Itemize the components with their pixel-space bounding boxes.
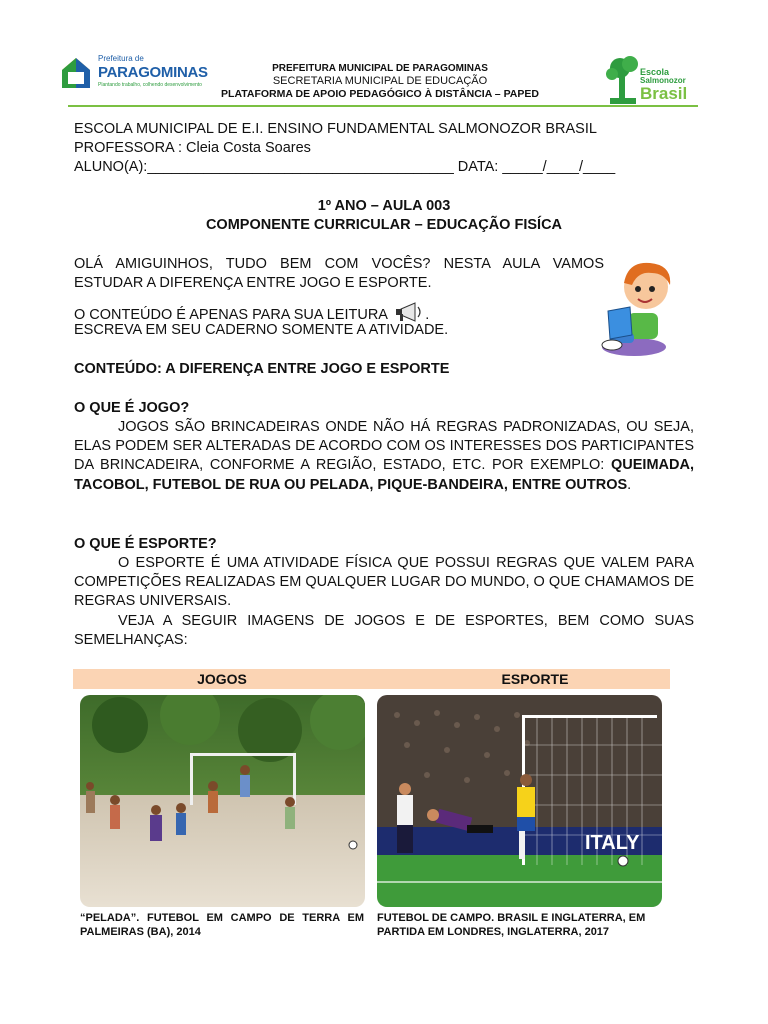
escola-text: Escola: [640, 67, 670, 77]
reading-kid-illustration: [598, 255, 688, 360]
escola-salmonozor-logo: [606, 54, 698, 110]
intro-write-line: ESCREVA EM SEU CADERNO SOMENTE A ATIVIDADE.: [74, 322, 449, 338]
jogo-paragraph: [74, 418, 694, 495]
header-line-2: SECRETARIA MUNICIPAL DE EDUCAÇÃO: [272, 75, 488, 87]
reading-text-end: .: [425, 307, 430, 323]
header-divider: [68, 105, 698, 107]
question-jogo: O QUE É JOGO?: [74, 400, 190, 416]
ad-board-text: ITALY: [585, 832, 640, 854]
esporte-paragraph: O ESPORTE É UMA ATIVIDADE FÍSICA QUE POSSUI REGRAS QUE VALEM PARA COMPETIÇÕES REALIZADAS EM QUALQUER LUGAR DO MUNDO, O QUE CHAMAMOS DE REGRAS UNIVERSAIS.: [74, 555, 694, 610]
pelada-photo: [80, 695, 365, 907]
brasil-text: Brasil: [640, 84, 688, 103]
school-name: ESCOLA MUNICIPAL DE E.I. ENSINO FUNDAMENTAL SALMONOZOR BRASIL: [74, 121, 597, 137]
table-header-jogos: JOGOS: [197, 671, 247, 687]
futebol-caption: FUTEBOL DE CAMPO. BRASIL E INGLATERRA, EM PARTIDA EM LONDRES, INGLATERRA, 2017: [377, 912, 646, 938]
teacher-name: PROFESSORA : Cleia Costa Soares: [74, 140, 311, 156]
logo-big-text: PARAGOMINAS: [98, 64, 208, 81]
question-esporte: O QUE É ESPORTE?: [74, 536, 217, 552]
jogo-examples: QUEIMADA, TACOBOL, FUTEBOL DE RUA OU PELADA, PIQUE-BANDEIRA, ENTRE OUTROS: [74, 457, 694, 493]
header-line-3: PLATAFORMA DE APOIO PEDAGÓGICO À DISTÂNCIA – PAPED: [221, 88, 539, 100]
lesson-subject: COMPONENTE CURRICULAR – EDUCAÇÃO FISÍCA: [205, 217, 563, 233]
reading-text: O CONTEÚDO É APENAS PARA SUA LEITURA: [74, 307, 388, 323]
logo-small-text: Prefeitura de: [98, 54, 144, 63]
futebol-photo: [377, 695, 662, 907]
lesson-title: 1º ANO – AULA 003: [317, 198, 451, 214]
table-header-esporte: ESPORTE: [501, 671, 569, 687]
veja-paragraph: VEJA A SEGUIR IMAGENS DE JOGOS E DE ESPORTES, BEM COMO SUAS SEMELHANÇAS:: [74, 613, 694, 649]
content-heading: CONTEÚDO: A DIFERENÇA ENTRE JOGO E ESPORTE: [74, 361, 450, 377]
salmonozor-text: Salmonozor: [640, 76, 686, 85]
student-date-line: ALUNO(A):______________________________________ DATA: _____/____/____: [74, 159, 616, 175]
logo-slogan: Plantando trabalho, colhendo desenvolvimento: [98, 82, 202, 88]
jogo-end: .: [627, 476, 632, 493]
header-line-1: PREFEITURA MUNICIPAL DE PARAGOMINAS: [272, 63, 488, 74]
pelada-caption: “PELADA”. FUTEBOL EM CAMPO DE TERRA EM PALMEIRAS (BA), 2014: [80, 912, 364, 938]
intro-paragraph: OLÁ AMIGUINHOS, TUDO BEM COM VOCÊS? NESTA AULA VAMOS ESTUDAR A DIFERENÇA ENTRE JOGO E ESPORTE.: [74, 256, 604, 291]
jogo-text: JOGOS SÃO BRINCADEIRAS ONDE NÃO HÁ REGRAS PADRONIZADAS, OU SEJA, ELAS PODEM SER ALTERADAS DE ACORDO COM OS INTERESSES DOS PARTICIPANTES DA BRINCADEIRA, CONFORME A REGIÃO, ESTADO, ETC. POR EXEMPLO:: [74, 419, 694, 474]
